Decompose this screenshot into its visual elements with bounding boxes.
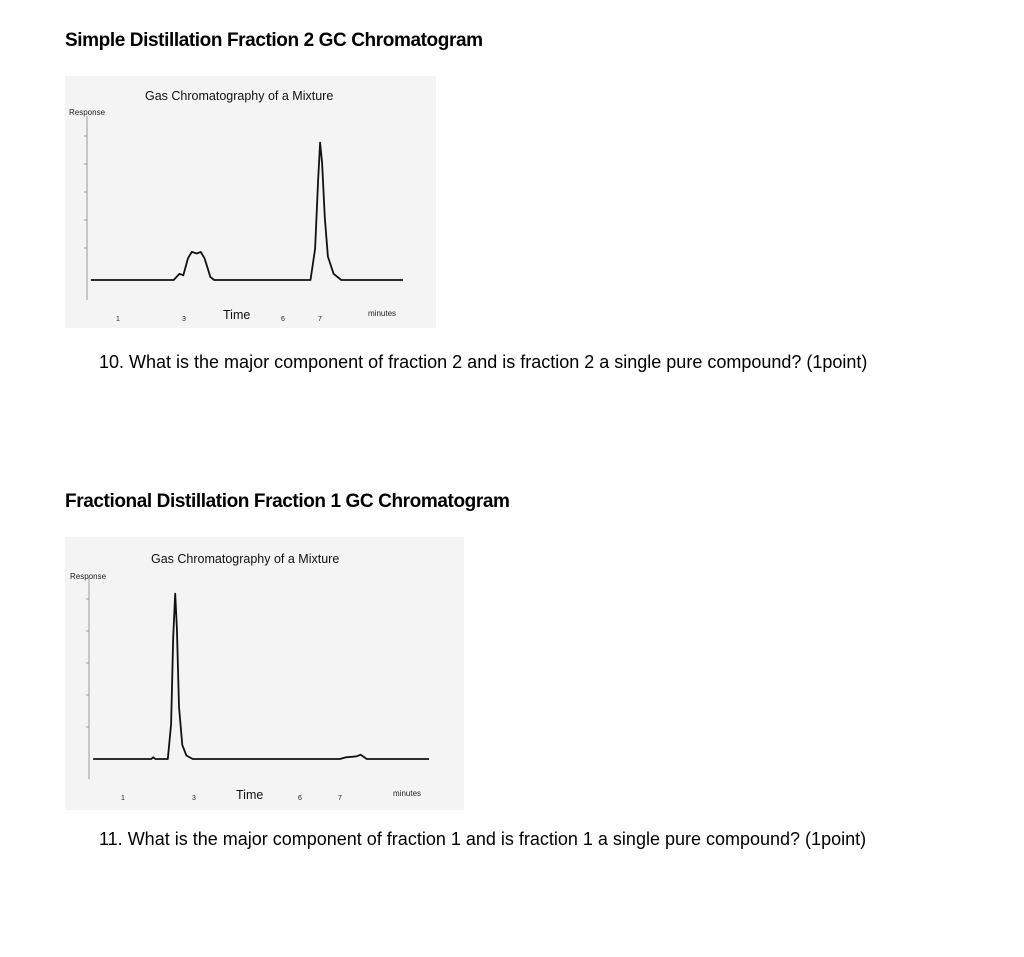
- chromatogram-trace: [93, 594, 429, 759]
- y-axis-label: Response: [70, 572, 107, 581]
- section-heading-fractional-distillation: Fractional Distillation Fraction 1 GC Chromatogram: [65, 491, 510, 512]
- x-tick-label: 1: [121, 795, 125, 802]
- x-axis-label: Time: [223, 308, 251, 322]
- chart-svg: [65, 537, 464, 810]
- x-tick-label: 7: [338, 795, 342, 802]
- x-tick-label: 3: [192, 795, 196, 802]
- chart-title: Gas Chromatography of a Mixture: [145, 89, 334, 103]
- section-heading-simple-distillation: Simple Distillation Fraction 2 GC Chromatogram: [65, 30, 483, 51]
- question-11: 11. What is the major component of fraction 1 and is fraction 1 a single pure compound? (1point): [99, 829, 867, 849]
- x-tick-label: 6: [281, 316, 285, 323]
- chart-svg: [65, 76, 436, 328]
- x-tick-label: 3: [182, 316, 186, 323]
- chart-simple-distillation: [65, 76, 436, 328]
- question-10: 10. What is the major component of fraction 2 and is fraction 2 a single pure compound? (1point): [99, 352, 868, 372]
- x-tick-label: 1: [116, 316, 120, 323]
- x-tick-label: 6: [298, 795, 302, 802]
- x-axis-unit-label: minutes: [393, 789, 422, 798]
- x-axis-unit-label: minutes: [368, 309, 397, 318]
- chromatogram-trace: [91, 143, 403, 280]
- chart-fractional-distillation: [65, 537, 464, 810]
- chart-title: Gas Chromatography of a Mixture: [151, 552, 340, 566]
- y-axis-label: Response: [69, 108, 106, 117]
- x-axis-label: Time: [236, 788, 264, 802]
- x-tick-label: 7: [318, 316, 322, 323]
